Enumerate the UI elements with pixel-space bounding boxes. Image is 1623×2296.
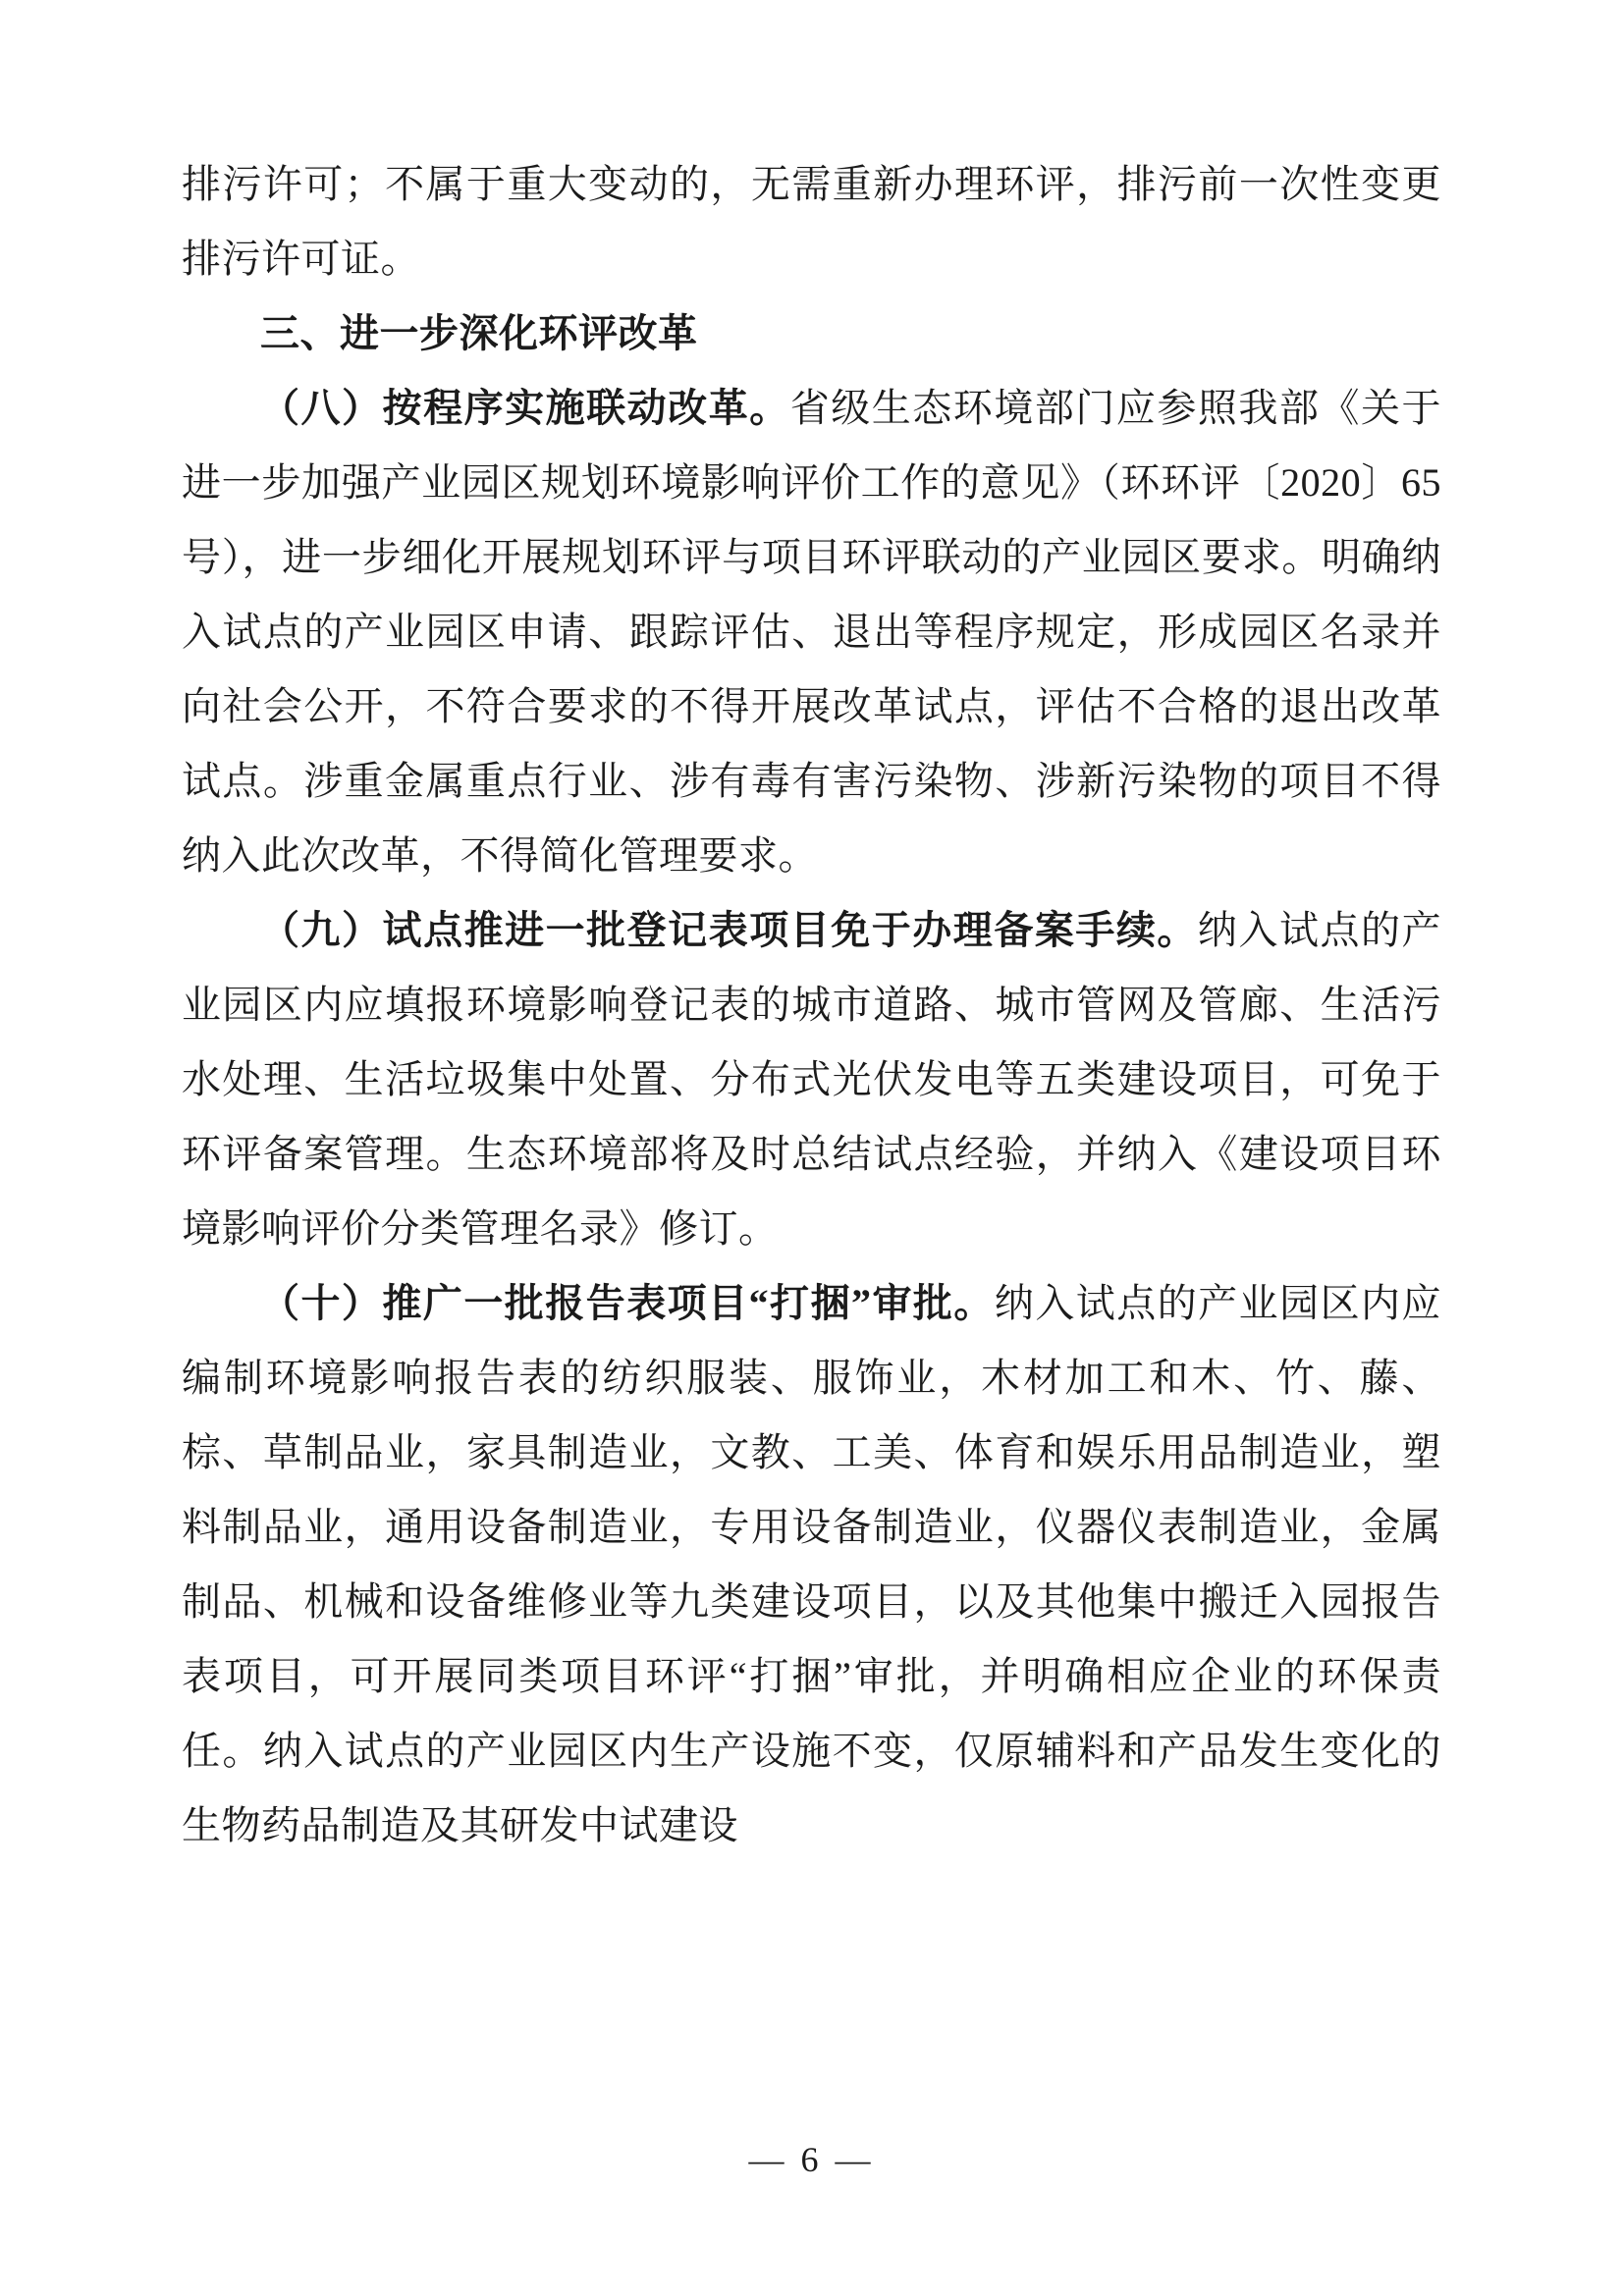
paragraph-continuation: 排污许可；不属于重大变动的，无需重新办理环评，排污前一次性变更排污许可证。 <box>182 162 1441 281</box>
section-heading-three: 三、进一步深化环评改革 <box>260 311 698 355</box>
paragraph-item-nine-lead: （九）试点推进一批登记表项目免于办理备案手续。 <box>260 908 1198 952</box>
paragraph-item-ten-text: 纳入试点的产业园区内应编制环境影响报告表的纺织服装、服饰业，木材加工和木、竹、藤、棕、草制品业，家具制造业，文教、工美、体育和娱乐用品制造业，塑料制品业，通用设备制造业，专用设备制造业，仪器仪表制造业，金属制品、机械和设备维修业等九类建设项目，以及其他集中搬迁入园报告表项目，可开展同类项目环评“打捆”审批，并明确相应企业的环保责任。纳入试点的产业园区内生产设施不变，仅原辅料和产品发生变化的生物药品制造及其研发中试建设 <box>182 1281 1442 1847</box>
paragraph-item-eight-text: 省级生态环境部门应参照我部《关于进一步加强产业园区规划环境影响评价工作的意见》（环环评〔2020〕65 号），进一步细化开展规划环评与项目环评联动的产业园区要求。明确纳入试点的产业园区申请、跟踪评估、退出等程序规定，形成园区名录并向社会公开，不符合要求的不得开展改革试点，评估不合格的退出改革试点。涉重金属重点行业、涉有毒有害污染物、涉新污染物的项目不得纳入此次改革，不得简化管理要求。 <box>182 386 1442 878</box>
paragraph-item-ten <box>182 1266 1441 1863</box>
document-body <box>182 147 1441 1863</box>
paragraph-item-eight <box>182 371 1441 893</box>
paragraph-item-ten-lead: （十）推广一批报告表项目“打捆”审批。 <box>260 1281 995 1325</box>
paragraph-item-eight-lead: （八）按程序实施联动改革。 <box>260 386 790 430</box>
paragraph-item-nine-text: 纳入试点的产业园区内应填报环境影响登记表的城市道路、城市管网及管廊、生活污水处理、生活垃圾集中处置、分布式光伏发电等五类建设项目，可免于环评备案管理。生态环境部将及时总结试点经验，并纳入《建设项目环境影响评价分类管理名录》修订。 <box>182 908 1442 1251</box>
paragraph-item-nine <box>182 893 1441 1266</box>
page-number: — 6 — <box>748 2140 875 2179</box>
